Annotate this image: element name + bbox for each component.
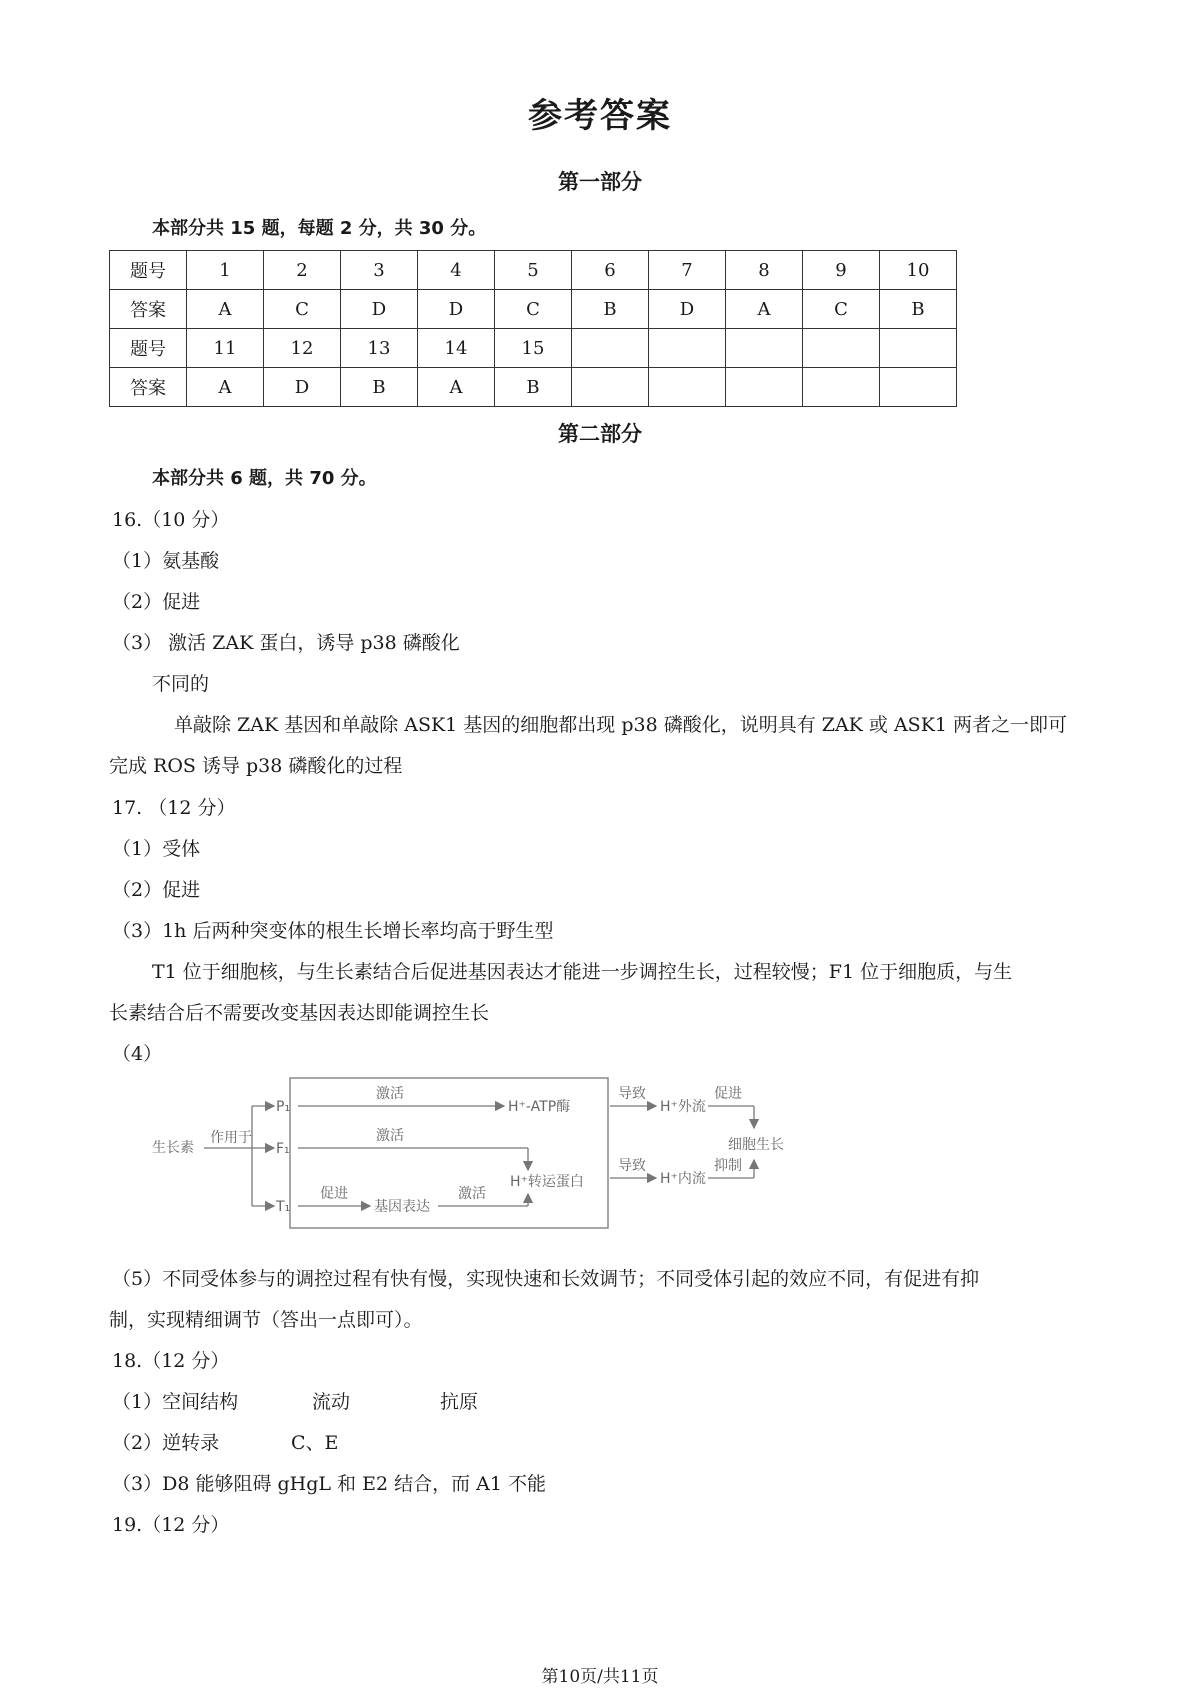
answer-17-1: （1）受体 [112,838,201,860]
table-cell: 11 [187,329,264,368]
table-row [110,329,957,368]
row-label: 题号 [110,251,187,290]
table-cell: D [649,290,726,329]
table-cell: 15 [495,329,572,368]
answer-18-1c: 抗原 [440,1391,479,1413]
table-cell: 8 [726,251,803,290]
answer-17-3b: T1 位于细胞核，与生长素结合后促进基因表达才能进一步调控生长，过程较慢；F1 位于细胞质，与生 [152,961,1013,983]
p1-label: P₁ [276,1099,291,1115]
table-cell [803,329,880,368]
row-label: 题号 [110,329,187,368]
table-cell: 1 [187,251,264,290]
h-transporter-label: H⁺转运蛋白 [510,1174,584,1190]
h-efflux-label: H⁺外流 [660,1099,706,1115]
answer-18-1b: 流动 [312,1391,351,1413]
table-cell: 13 [341,329,418,368]
part2-heading: 第二部分 [558,422,642,446]
f1-label: F₁ [276,1141,290,1157]
cell-growth-label: 细胞生长 [728,1137,784,1153]
row-label: 答案 [110,368,187,407]
question-18-header: 18.（12 分） [112,1350,230,1372]
table-cell: A [187,290,264,329]
answer-16-1: （1）氨基酸 [112,550,220,572]
table-cell: B [880,290,957,329]
leads-label-2: 导致 [618,1158,646,1174]
question-19-header: 19.（12 分） [112,1514,230,1536]
leads-label-1: 导致 [618,1086,646,1102]
gene-expression-label: 基因表达 [374,1199,430,1215]
answer-17-5: （5）不同受体参与的调控过程有快有慢，实现快速和长效调节；不同受体引起的效应不同，有促进有抑 [112,1268,980,1290]
table-cell: A [187,368,264,407]
answer-16-2: （2）促进 [112,591,201,613]
table-cell [803,368,880,407]
table-cell [572,368,649,407]
table-cell: C [264,290,341,329]
promote-label: 促进 [714,1086,742,1102]
answer-16-3b: 不同的 [152,673,210,695]
answer-16-3c: 单敲除 ZAK 基因和单敲除 ASK1 基因的细胞都出现 p38 磷酸化，说明具有 ZAK 或 ASK1 两者之一即可 [174,714,1068,736]
table-row [110,251,957,290]
table-cell [649,368,726,407]
table-cell [880,329,957,368]
activate-label-1: 激活 [376,1086,404,1102]
table-cell: 6 [572,251,649,290]
answer-16-3d: 完成 ROS 诱导 p38 磷酸化的过程 [109,755,403,777]
table-cell [880,368,957,407]
answer-18-2b: C、E [291,1432,339,1454]
table-cell: B [572,290,649,329]
t1-label: T₁ [276,1199,291,1215]
question-16-header: 16.（10 分） [112,509,230,531]
part1-note: 本部分共 15 题，每题 2 分，共 30 分。 [152,218,487,239]
table-cell: D [341,290,418,329]
table-cell: 7 [649,251,726,290]
acts-on-label: 作用于 [210,1130,252,1146]
question-17-header: 17. （12 分） [112,797,236,819]
table-cell [649,329,726,368]
table-row [110,368,957,407]
table-cell: 9 [803,251,880,290]
table-cell: A [418,368,495,407]
table-cell: B [341,368,418,407]
table-cell: 10 [880,251,957,290]
answer-17-2: （2）促进 [112,879,201,901]
table-cell: B [495,368,572,407]
h-influx-label: H⁺内流 [660,1171,706,1187]
activate-label-2: 激活 [376,1128,404,1144]
auxin-pathway-diagram [148,1076,848,1236]
table-cell: A [726,290,803,329]
auxin-label: 生长素 [152,1140,194,1156]
table-cell: 3 [341,251,418,290]
answer-18-2a: （2）逆转录 [112,1432,220,1454]
table-cell: 4 [418,251,495,290]
answer-18-3: （3）D8 能够阻碍 gHgL 和 E2 结合，而 A1 不能 [112,1473,546,1495]
row-label: 答案 [110,290,187,329]
inhibit-label: 抑制 [714,1158,742,1174]
part1-heading: 第一部分 [558,170,642,194]
table-cell: 2 [264,251,341,290]
activate-label-3: 激活 [458,1186,486,1202]
table-cell: C [803,290,880,329]
promote-gene-label: 促进 [320,1186,348,1202]
page-footer: 第10页/共11页 [541,1667,659,1687]
answer-17-5b: 制，实现精细调节（答出一点即可）。 [109,1309,423,1331]
table-row [110,290,957,329]
table-cell: D [264,368,341,407]
h-atpase-label: H⁺-ATP酶 [508,1099,571,1115]
table-cell [726,329,803,368]
answer-16-3: （3） 激活 ZAK 蛋白，诱导 p38 磷酸化 [112,632,460,654]
table-cell: D [418,290,495,329]
table-cell: 5 [495,251,572,290]
part2-note: 本部分共 6 题，共 70 分。 [152,468,377,489]
table-cell: 12 [264,329,341,368]
answer-17-3c: 长素结合后不需要改变基因表达即能调控生长 [109,1002,490,1024]
answer-17-4: （4） [112,1043,163,1065]
answer-17-3: （3）1h 后两种突变体的根生长增长率均高于野生型 [112,920,554,942]
answer-18-1a: （1）空间结构 [112,1391,239,1413]
page-title: 参考答案 [528,96,672,136]
answer-table [109,250,957,407]
table-cell [726,368,803,407]
table-cell [572,329,649,368]
table-cell: 14 [418,329,495,368]
table-cell: C [495,290,572,329]
